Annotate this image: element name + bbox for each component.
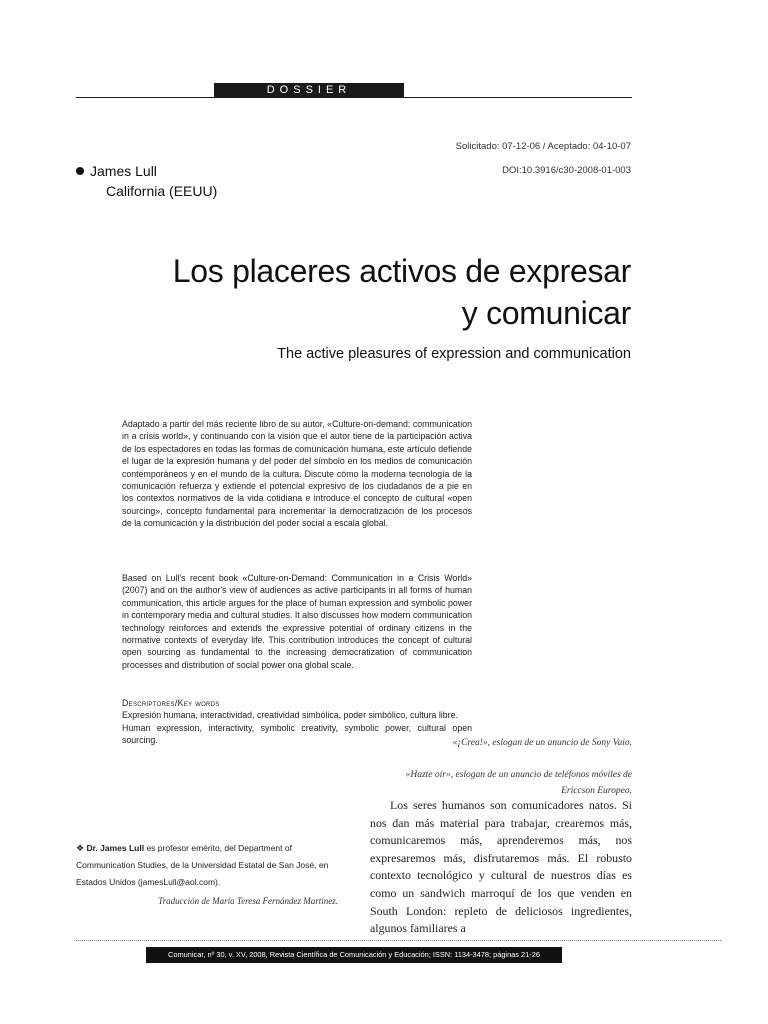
abstract-es-text: Adaptado a partir del más reciente libro de su autor, «Culture-on-demand: communication in a crisis world», y continuando con la visión que el autor tiene de la participación activa de los espectadores en todas las formas de comunicación humana, este artículo defiende el lugar de la expresión humana y del poder del símbolo en los medios de comunicación contemporáneos y en el mundo de la cultura. Discute cómo la moderna tecnología de la comunicación refuerza y extiende el potencial expresivo de los ciudadanos de a pie en los contextos normativos de la vida cotidiana e introduce el concepto de cultural «open sourcing», concepto fundamental para incrementar la democratización de los procesos de la comunicación y la distribución del poder social a escala global. <box>122 419 472 529</box>
submission-dates: Solicitado: 07-12-06 / Aceptado: 04-10-07 <box>455 141 631 152</box>
epigraph-1: «¡Crea!», eslogan de un anuncio de Sony Vaio. <box>452 738 632 748</box>
article-subtitle: The active pleasures of expression and communication <box>277 346 631 362</box>
keywords-heading: Descriptores/Key words <box>122 698 220 708</box>
title-line-1: Los placeres activos de expresar <box>172 253 631 289</box>
footer-citation: Comunicar, nº 30, v. XV, 2008, Revista Científica de Comunicación y Educación; ISSN: 1134-3478; páginas 21-26 <box>146 947 562 963</box>
doi: DOI:10.3916/c30-2008-01-003 <box>502 165 631 176</box>
abstract-spanish <box>122 418 472 530</box>
body-column <box>370 797 632 938</box>
diamond-icon: ❖ <box>76 843 85 853</box>
footer-divider <box>76 940 721 941</box>
author-footnote <box>76 840 338 891</box>
keywords-es: Expresión humana, interactividad, creatividad simbólica, poder simbólico, cultura libre. <box>122 710 458 721</box>
abstract-en-text: Based on Lull's recent book «Culture-on-Demand: Communication in a Crisis World» (2007) and on the author's view of audiences as active participants in all forms of human communication, this article argues for the place of human expression and symbolic power in contemporary media and cultural studies. It also discusses how modern communication technology reinforces and extends the expressive potential of ordinary citizens in the normative contexts of everyday life. This contribution introduces the concept of cultural open sourcing as fundamental to the increasing democratization of communication processes and distribution of social power ona global scale. <box>122 573 472 670</box>
article-title <box>111 250 631 334</box>
section-label: DOSSIER <box>214 83 404 98</box>
author-block <box>76 161 217 201</box>
epigraph-2: «Hazte oír», eslogan de un anuncio de teléfonos móviles de Ericcson Europeo. <box>405 770 632 796</box>
bullet-icon <box>76 167 84 175</box>
keywords-en: Human expression, interactivity, symbolic creativity, symbolic power, cultural open sourcing. <box>122 722 472 746</box>
abstract-english <box>122 572 472 671</box>
author-location: California (EEUU) <box>106 183 218 199</box>
footnote-author-name: Dr. James Lull <box>86 843 145 853</box>
translation-credit: Traducción de María Teresa Fernández Martínez. <box>158 896 338 906</box>
author-name: James Lull <box>90 163 157 179</box>
body-paragraph: Los seres humanos son comunicadores natos. Si nos dan más material para trabajar, crearemos más, comunicaremos más, aprenderemos más, nos expresaremos más, disfrutaremos más. El robusto contexto tecnológico y cultural de nuestros días es como un sandwich marroquí de los que venden en South London: repleto de deliciosos ingredientes, algunos familiares a <box>370 798 632 936</box>
footnote-text: es profesor emérito, del Department of Communication Studies, de la Universidad Estatal de San José, en Estados Unidos (jamesLull@aol.com). <box>76 843 329 887</box>
title-line-2: y comunicar <box>461 295 631 331</box>
